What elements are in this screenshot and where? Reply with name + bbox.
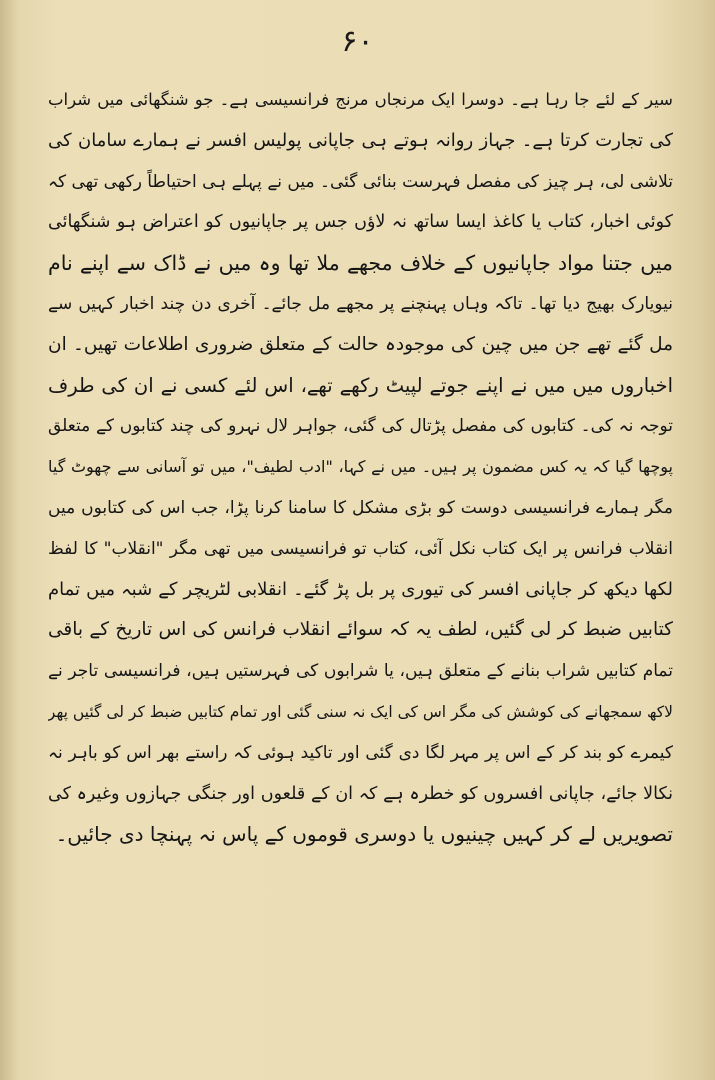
text-line: میں جتنا مواد جاپانیوں کے خلاف مجھے ملا تھا وہ میں نے ڈاک سے اپنے نام bbox=[48, 251, 673, 276]
text-line: مگر ہمارے فرانسیسی دوست کو بڑی مشکل کا سامنا کرنا پڑا، جب اس کی کتابوں میں bbox=[48, 497, 673, 518]
text-line: اخباروں میں میں نے اپنے جوتے لپیٹ رکھے تھے، اس لئے کسی نے ان کی طرف bbox=[48, 373, 673, 397]
text-line: تصویریں لے کر کہیں چینیوں یا دوسری قوموں کے پاس نہ پہنچا دی جائیں۔ bbox=[55, 822, 673, 847]
text-line: تمام کتابیں شراب بنانے کے متعلق ہیں، یا شرابوں کی فہرستیں ہیں، فرانسیسی تاجر نے bbox=[48, 661, 673, 682]
text-line: کوئی اخبار، کتاب یا کاغذ ایسا ساتھ نہ لاؤں جس پر جاپانیوں کو اعتراض ہو شنگھائی bbox=[48, 212, 673, 233]
text-line: توجہ نہ کی۔ کتابوں کی مفصل پڑتال کی گئی، جواہر لال نہرو کی چند کتابوں کے متعلق bbox=[48, 416, 673, 437]
text-line: کتابیں ضبط کر لی گئیں، لطف یہ کہ سوائے انقلاب فرانس کی اس تاریخ کے باقی bbox=[48, 619, 673, 641]
text-line: کیمرے کو بند کر کے اس پر مہر لگا دی گئی اور تاکید ہوئی کہ راستے بھر اس کو باہر نہ bbox=[48, 742, 673, 763]
text-line: نکالا جائے، جاپانی افسروں کو خطرہ ہے کہ ان کے قلعوں اور جنگی جہازوں وغیرہ کی bbox=[48, 783, 673, 804]
page-number: ۶۰ bbox=[341, 24, 374, 59]
text-line: تلاشی لی، ہر چیز کی مفصل فہرست بنائی گئی۔ میں نے پہلے ہی احتیاطاً رکھی تھی کہ bbox=[48, 171, 673, 192]
body-text bbox=[48, 80, 673, 855]
text-line: لکھا دیکھ کر جاپانی افسر کی تیوری پر بل پڑ گئے۔ انقلابی لٹریچر کے شبہ میں تمام bbox=[48, 578, 673, 600]
text-line: مل گئے تھے جن میں چین کی موجودہ حالت کے متعلق ضروری اطلاعات تھیں۔ ان bbox=[48, 333, 673, 355]
text-line: انقلاب فرانس پر ایک کتاب نکل آئی، کتاب تو فرانسیسی میں تھی مگر "انقلاب" کا لفظ bbox=[48, 538, 673, 559]
text-line: نیویارک بھیج دیا تھا۔ تاکہ وہاں پہنچنے پر مجھے مل جائے۔ آخری دن چند اخبار کہیں سے bbox=[48, 293, 673, 314]
text-line: پوچھا گیا کہ یہ کس مضمون پر ہیں۔ میں نے کہا، "ادب لطیف"، میں تو آسانی سے چھوٹ گیا bbox=[48, 457, 673, 477]
text-line: لاکھ سمجھانے کی کوشش کی مگر اس کی ایک نہ سنی گئی اور تمام کتابیں ضبط کر لی گئیں پھر bbox=[48, 702, 673, 721]
text-line: کی تجارت کرتا ہے۔ جہاز روانہ ہوتے ہی جاپانی پولیس افسر نے ہمارے سامان کی bbox=[48, 129, 673, 151]
text-line: سیر کے لئے جا رہا ہے۔ دوسرا ایک مرنجاں مرنج فرانسیسی ہے۔ جو شنگھائی میں شراب bbox=[48, 90, 673, 109]
